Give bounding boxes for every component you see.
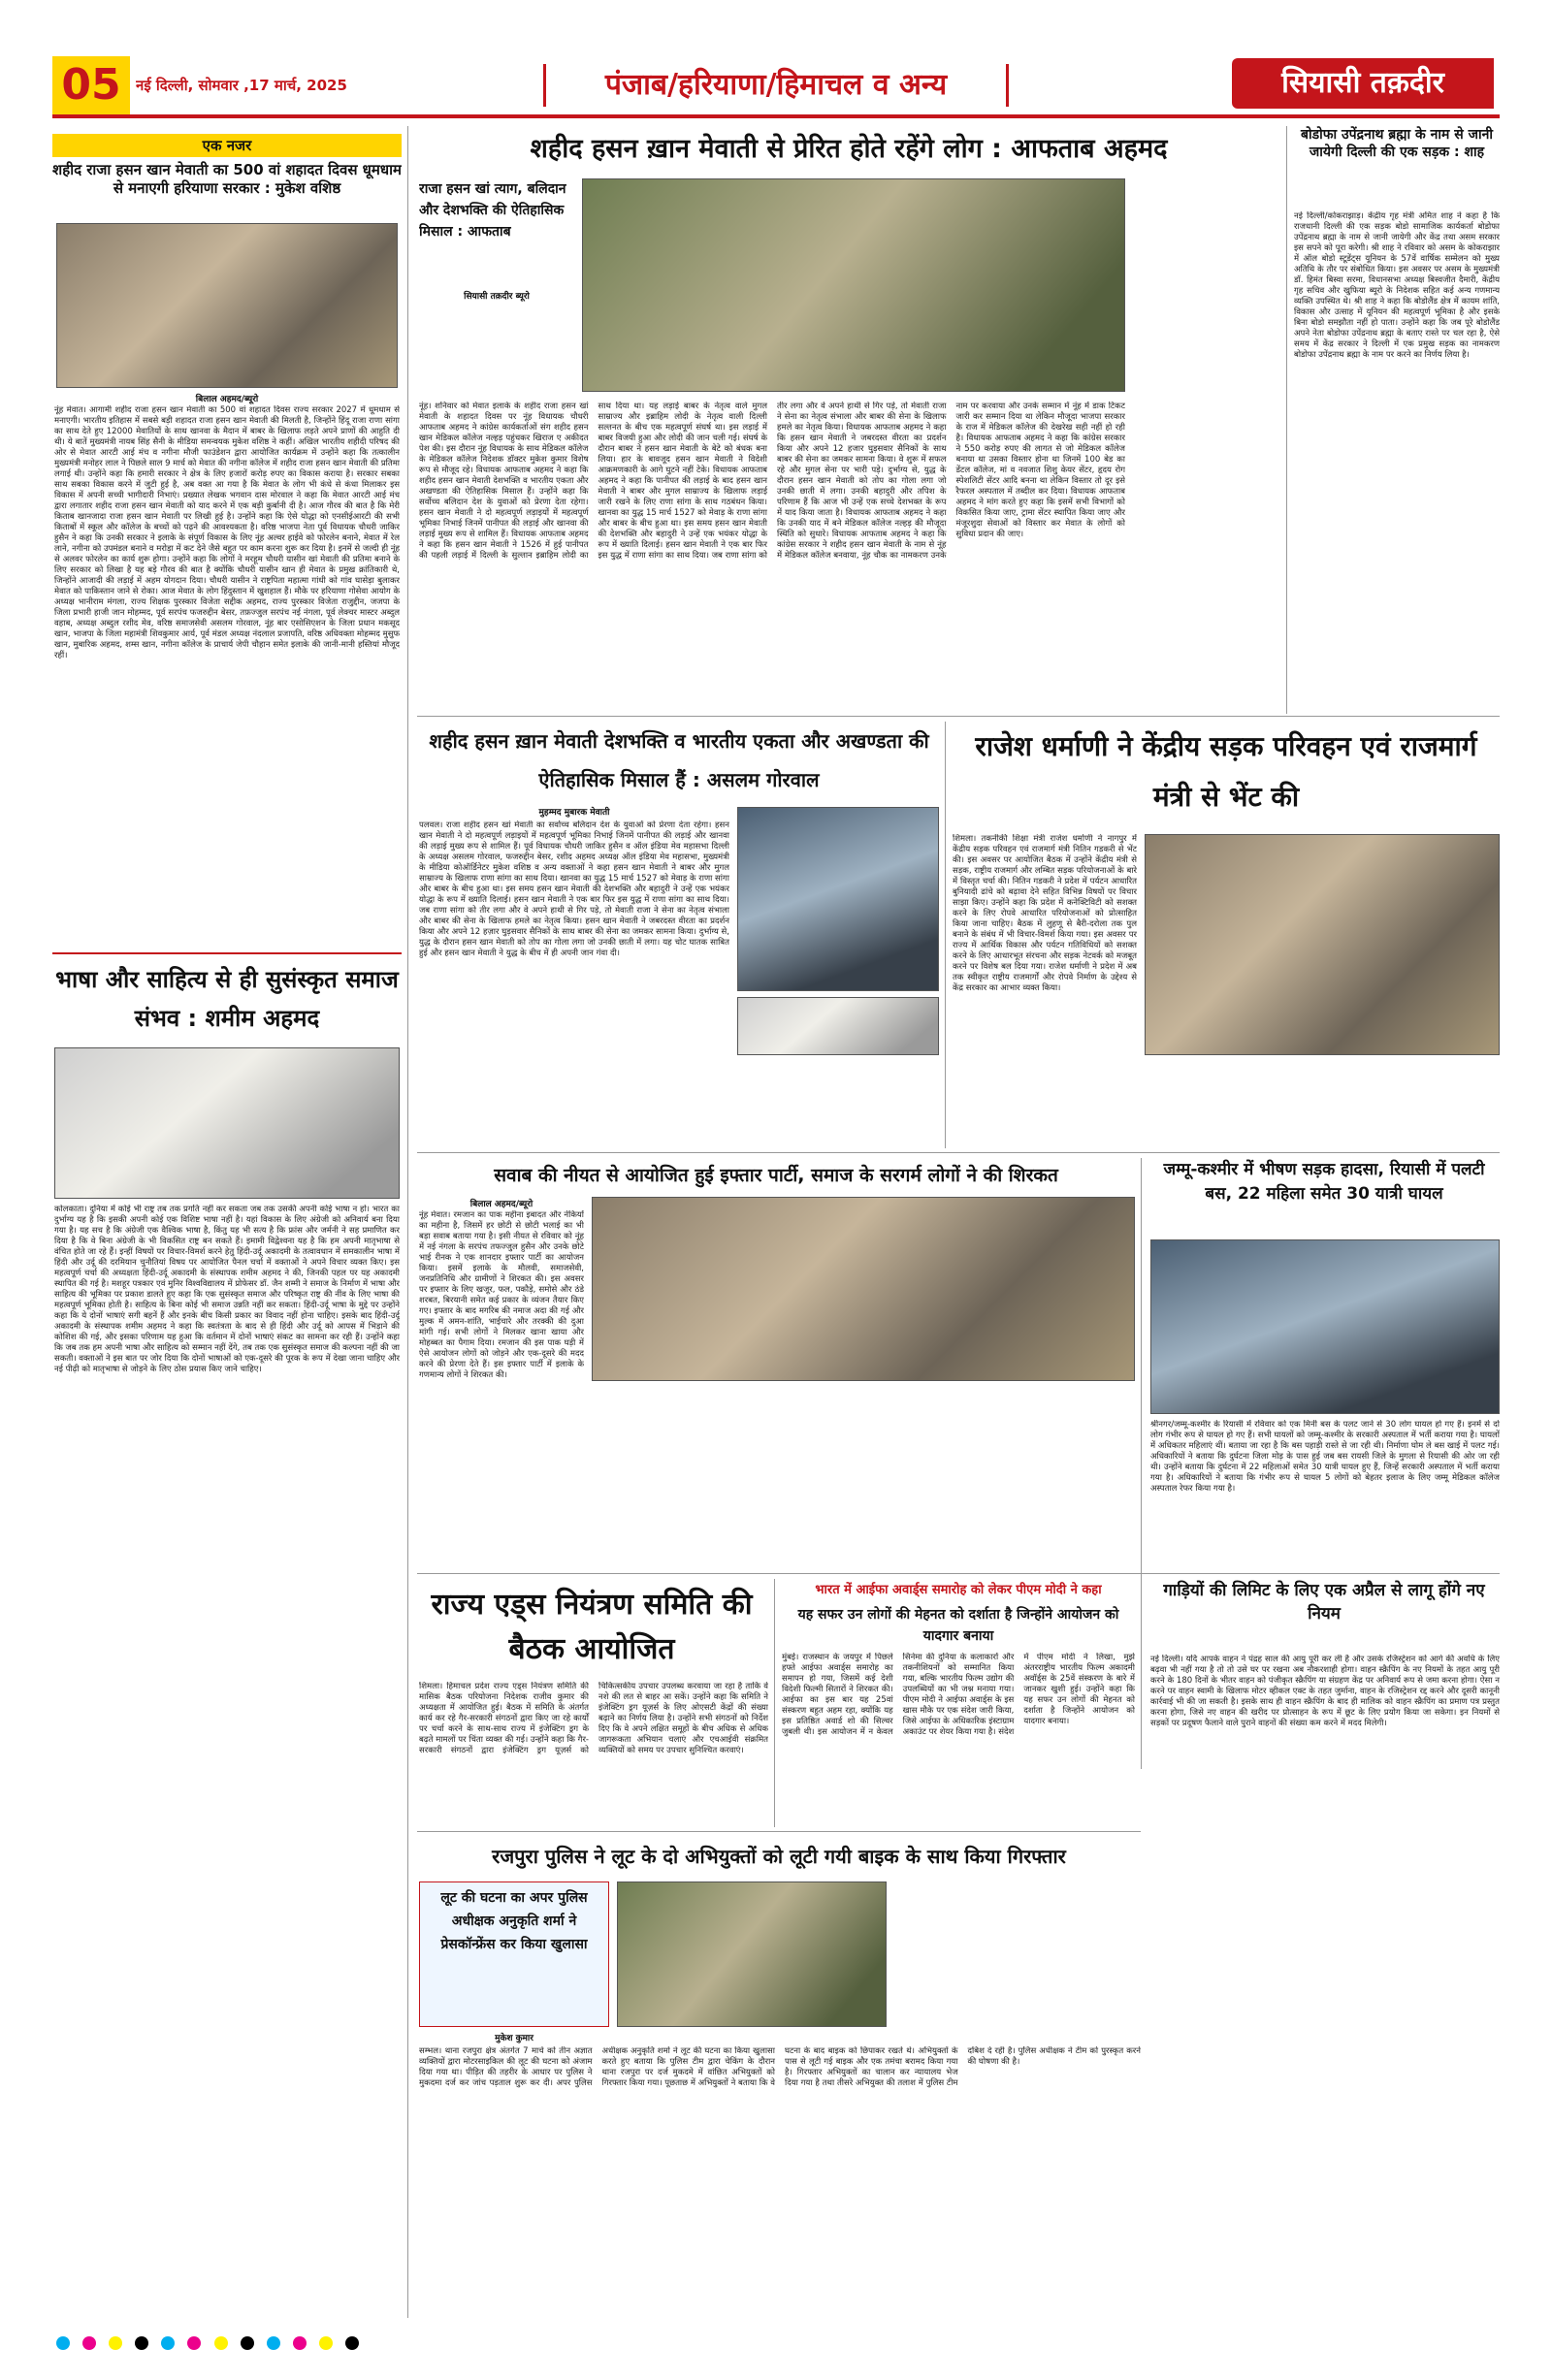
aslam-body-a: पलवल। राजा शहीद हसन खां मेवाती का सर्वोच्च बलिदान देश के युवाओं को प्रेरणा देता रहेगा। हसन खान मेवाती ने दो महत्वपूर्ण लड़ाइयों में महत्वपूर्ण भूमिका निभाई जिनमें पानीपत की लड़ाई और खानवा की लड़ाई मुख्य रूप से शामिल हैं। पूर्व विधायक चौधरी जाकिर हुसैन व ऑल इंडिया मेव महासभा दिल्ली के अध्यक्ष असलम गोरवाल, फजरुद्दीन बेसर, रशीद अहमद अध्यक्ष ऑल इंडिया मेव महासभा, मुख्यमंत्री के मीडिया कोऑर्डिनेटर मुकेश वशिष्ठ व अन्य वक्ताओं ने कहा हसन खान मेवाती ने बाबर और मुगल साम्राज्य के खिलाफ राणा सांगा का साथ दिया। खानवा का युद्ध 15 मार्च 1527 को मेवाड़ के राणा सांगा और बाबर के बीच हुआ था। इस समय हसन खान मेवाती की देशभक्ति और बहादुरी ने उन्हें एक भयंकर योद्धा के रूप में ख्याति दिलाई। हसन खान मेवाती ने एक बार फिर इस युद्ध में राणा सांगा का साथ दिया। जब राणा सांगा को तीर लगा और वे अपने हाथी से गिर पड़े, तो मेवाती राजा ने सेना का नेतृत्व संभाला और बाबर की सेना के खिलाफ हमले का नेतृत्व किया। हसन खान मेवाती ने जबरदस्त वीरता का प्रदर्शन किया और अपने 12 हज़ार घुड़सवार सैनिकों के साथ बाबर की सेना का जमकर सामना किया। दुर्भाग्य से, युद्ध के दौरान हसन खान मेवाती को तोप का गोला लगा जो उनकी छाती में लगा। यह चोट घातक साबित हुई और हसन खान मेवाती ने युद्ध के बीच में ही अपनी जान गंवा दी। [419, 820, 729, 958]
cyan-dot [56, 2336, 70, 2350]
dharmani-headline: राजेश धर्माणी ने केंद्रीय सड़क परिवहन एवं राजमार्ग मंत्री से भेंट की [975, 730, 1477, 813]
iftar-byline: बिलाल अहमद/ब्यूरो [469, 1200, 534, 1209]
accident-photo [1150, 1239, 1500, 1414]
iftar-body-a: नूंह मेवात। रमजान का पाक महीना इबादत और नेकियों का महीना है, जिसमें हर छोटी से छोटी भलाई का भी बड़ा सवाब बताया गया है। इसी नीयत से रविवार को नूंह में नई नंगला के सरपंच तफज्जुल हुसैन और उनके छोटे भाई रीनक ने एक शानदार इफ्तार पार्टी का आयोजन किया। इसमें इलाके के मौलवी, समाजसेवी, जनप्रतिनिधि और ग्रामीणों ने शिरकत की। इस अवसर पर इफ्तार के लिए खजूर, फल, पकौड़े, समोसे और ठंडे शरबत, बिरयानी समेत कई प्रकार के व्यंजन तैयार किए गए। इफ्तार के बाद मगरिब की नमाज अदा की गई और मुल्क में अमन-शांति, भाईचारे और तरक्की की दुआ मांगी गई। सभी लोगों ने मिलकर खाना खाया और मोहब्बत का पैगाम दिया। रमजान की इस पाक घड़ी में ऐसे आयोजन लोगों को जोड़ने और एक-दूसरे की मदद करने की प्रेरणा देते हैं। इस इफ्तार पार्टी में इलाके के गणमान्य लोगों ने शिरकत की। [419, 1210, 584, 1380]
print-registration-dots [52, 2324, 1500, 2363]
divider [52, 952, 402, 954]
rajpura-headline: रजपुरा पुलिस ने लूट के दो अभियुक्तों को लूटी गयी बाइक के साथ किया गिरफ्तार [492, 1845, 1066, 1868]
cyan-dot [161, 2336, 175, 2350]
magenta-dot [293, 2336, 307, 2350]
black-dot [135, 2336, 148, 2350]
lead-subhead: राजा हसन खां त्याग, बलिदान और देशभक्ति की ऐतिहासिक मिसाल : आफताब [419, 181, 566, 240]
cyan-dot [267, 2336, 280, 2350]
divider [417, 1573, 1500, 1574]
column-rule [407, 126, 408, 2318]
ek-nazar-byline: बिलाल अहमद/ब्यूरो [195, 395, 259, 404]
dharmani-body: शिमला। तकनीकी शिक्षा मंत्री राजेश धर्माणी ने नागपुर में केंद्रीय सड़क परिवहन एवं राजमार्ग मंत्री नितिन गडकरी से भेंट की। इस अवसर पर आयोजित बैठक में उन्होंने केंद्रीय मंत्री से सड़क, राष्ट्रीय राजमार्ग और लम्बित सड़क परियोजनाओं के बारे में विस्तृत चर्चा की। नितिन गडकरी ने प्रदेश में पर्यटन आधारित बुनियादी ढांचे को बढ़ावा देने सहित विभिन्न विषयों पर विचार साझा किए। उन्होंने कहा कि प्रदेश में कनेक्टिविटी को सशक्त करने के लिए रोपवे आधारित परियोजनाओं को प्रोत्साहित किया जाना चाहिए। बैठक में लुहणू से बैरी-दरोला तक पुल बनाने के संबंध में भी विचार-विमर्श किया गया। इस अवसर पर राज्य में आर्थिक विकास और पर्यटन गतिविधियों को सशक्त करने के लिए आधारभूत संरचना और सड़क नेटवर्क को मजबूत करने पर विशेष बल दिया गया। राजेश धर्माणी ने प्रदेश में अब तक स्वीकृत राष्ट्रीय राजमार्गों और रोपवे निर्माण के उद्देश्य से केंद्र सरकार का आभार व्यक्त किया। [953, 834, 1137, 993]
aids-headline: राज्य एड्स नियंत्रण समिति की बैठक आयोजित [431, 1588, 753, 1666]
bhasha-photo [54, 1047, 400, 1199]
column-rule [1286, 126, 1287, 714]
column-rule [1141, 1158, 1142, 1769]
aslam-headline: शहीद हसन ख़ान मेवाती देशभक्ति व भारतीय एकता और अखण्डता की ऐतिहासिक मिसाल हैं : असलम गोरवाल [429, 729, 929, 791]
ek-nazar-tag: एक नजर [52, 134, 402, 157]
accident-body: श्रीनगर/जम्मू-कश्मीर के रियासी में रविवार को एक मिनी बस के पलट जाने से 30 लोग घायल हो गए हैं। इनमें से दो लोग गंभीर रूप से घायल हो गए हैं। सभी घायलों को जम्मू-कश्मीर के सरकारी अस्पताल में भर्ती कराया गया है। घायलों में अधिकतर महिलाएं थीं। बताया जा रहा है कि बस पहाड़ी रास्ते से जा रही थी। निर्माणा घोम ले बस खाई में पलट गई। अधिकारियों ने बताया कि दुर्घटना जिला मोड़ के पास हुई जब बस रायसी जिले के मुगला से रियासी की ओर जा रही थी। उन्होंने बताया कि दुर्घटना में 22 महिलाओं समेत 30 यात्री घायल हुए हैं, जिन्हें सरकारी अस्पताल में भर्ती कराया गया है। अधिकारियों ने बताया कि गंभीर रूप से घायल 5 लोगों को बेहतर इलाज के लिए जम्मू मेडिकल कॉलेज अस्पताल रेफर किया गया है। [1150, 1420, 1500, 1494]
column-rule [774, 1579, 775, 1827]
bodo-headline: बोडोफा उपेंद्रनाथ ब्रह्मा के नाम से जानी जायेगी दिल्ली की एक सड़क : शाह [1300, 127, 1494, 160]
rajpura-byline: मुकेश कुमार [495, 2034, 534, 2043]
yellow-dot [214, 2336, 228, 2350]
page-number: 05 [52, 56, 130, 114]
aslam-body-b [737, 1061, 939, 1146]
aslam-photo [737, 807, 939, 991]
column-rule [945, 722, 946, 1148]
rajpura-subhead: लूट की घटना का अपर पुलिस अधीक्षक अनुकृति शर्मा ने प्रेसकॉन्फ्रेंस कर किया खुलासा [419, 1881, 609, 2027]
lead-body: नूंह। शनिवार को मेवात इलाके के शहीद राजा हसन खां मेवाती के शहादत दिवस पर नूंह विधायक चौधरी आफताब अहमद ने कांग्रेस कार्यकर्ताओं संग शहीद हसन खान मेडिकल कॉलेज नल्हड़ पहुंचकर खिराज ए अकीदत पेश की। इस दौरान नूंह विधायक के साथ मेडिकल कॉलेज के मेडिकल कॉलेज निदेशक डॉक्टर मुकेश कुमार विशेष रूप से मौजूद रहे। विधायक आफताब अहमद ने कहा कि शहीद हसन खान मेवाती देशभक्ति व भारतीय एकता और अखण्डता की ऐतिहासिक मिसाल हैं। उन्होंने कहा कि सर्वोच्च बलिदान देश के युवाओं को प्रेरणा देता रहेगा। हसन खान मेवाती ने दो महत्वपूर्ण लड़ाइयों में महत्वपूर्ण भूमिका निभाई जिनमें पानीपत की लड़ाई और खानवा की लड़ाई मुख्य रूप से शामिल हैं। विधायक आफताब अहमद ने कहा कि हसन खान मेवाती ने 1526 में हुई पानीपत की पहली लड़ाई में दिल्ली के सुल्तान इब्राहिम लोदी का साथ दिया था। यह लड़ाई बाबर के नेतृत्व वाले मुगल साम्राज्य और इब्राहिम लोदी के नेतृत्व वाली दिल्ली सल्तनत के बीच एक महत्वपूर्ण संघर्ष था। इस लड़ाई में बाबर विजयी हुआ और लोदी की जान चली गई। संघर्ष के दौरान बाबर ने हसन खान मेवाती के बेटे को बंधक बना लिया। हार के बावजूद हसन खान मेवाती ने विदेशी आक्रमणकारी के आगे घुटने नहीं टेके। विधायक आफताब अहमद ने कहा कि पानीपत की लड़ाई के बाद हसन खान मेवाती ने बाबर और मुगल साम्राज्य के खिलाफ लड़ाई जारी रखने के लिए राणा सांगा के साथ गठबंधन किया। खानवा का युद्ध 15 मार्च 1527 को मेवाड़ के राणा सांगा और बाबर के बीच हुआ था। इस समय हसन खान मेवाती की देशभक्ति और बहादुरी ने उन्हें एक भयंकर योद्धा के रूप में ख्याति दिलाई। हसन खान मेवाती ने एक बार फिर इस युद्ध में राणा सांगा का साथ दिया। जब राणा सांगा को तीर लगा और वे अपने हाथी से गिर पड़े, तो मेवाती राजा ने सेना का नेतृत्व संभाला और बाबर की सेना के खिलाफ हमले का नेतृत्व किया। विधायक आफताब अहमद ने कहा कि हसन खान मेवाती ने जबरदस्त वीरता का प्रदर्शन किया और अपने 12 हजार घुड़सवार सैनिकों के साथ बाबर की सेना का जमकर सामना किया। वे शुरू में सफल रहे और मुगल सेना पर भारी पड़े। दुर्भाग्य से, युद्ध के दौरान हसन खान मेवाती को तोप का गोला लगा जो उनकी छाती में लगा। उनकी बहादुरी और तपिश के परिणाम हैं कि आज भी उन्हें एक सच्चे देशभक्त के रूप में याद किया जाता है। विधायक आफताब अहमद ने कहा कि उनकी याद में बने मेडिकल कॉलेज नल्हड़ की मौजूदा स्थिति को सुधारे। विधायक आफताब अहमद ने कहा कि कांग्रेस सरकार ने शहीद हसन खान मेवाती के नाम से नूंह में मेडिकल कॉलेज बनवाया, नूंह चौक का नामकरण उनके नाम पर करवाया और उनके सम्मान में नूंह में डाक टिकट जारी कर सम्मान दिया था लेकिन मौजूदा भाजपा सरकार के राज में मेडिकल कॉलेज की देखरेख सही नहीं हो रही है। विधायक आफताब अहमद ने कहा कि कांग्रेस सरकार ने 550 करोड़ रुपए की लागत से जो मेडिकल कॉलेज बनाया था उसका विस्तार होना था जिनमें 100 बेड का डेंटल कॉलेज, मां व नवजात शिशु केयर सेंटर, हृदय रोग स्पेशलिटी सेंटर आदि बनना था लेकिन विस्तार तो दूर इसे रैफरल अस्पताल में तब्दील कर दिया। विधायक आफताब अहमद ने मांग करते हुए कहा कि इसमें सभी विभागों को विकसित किया जाए, ट्रामा सेंटर स्थापित किया जाए और मंजूरशुदा सेवाओं को विस्तार कर मेवात के लोगों को सुविधा प्रदान की जाए। [419, 402, 1125, 561]
iftar-photo [592, 1197, 1135, 1381]
dharmani-photo [1145, 834, 1500, 1055]
black-dot [345, 2336, 359, 2350]
rajpura-body: सम्भल। थाना रजपुरा क्षेत्र अंतर्गत 7 मार्च को तीन अज्ञात व्यक्तियों द्वारा मोटरसाइकिल की लूट की घटना को अंजाम दिया गया था। पीड़ित की तहरीर के आधार पर पुलिस ने मुकदमा दर्ज कर जांच पड़ताल शुरू कर दी। अपर पुलिस अधीक्षक अनुकृति शर्मा ने लूट की घटना का किया खुलासा करते हुए बताया कि पुलिस टीम द्वारा चेकिंग के दौरान थाना रजपुरा पर दर्ज मुकदमे में वांछित अभियुक्तों को गिरफ्तार किया गया। पूछताछ में अभियुक्तों ने बताया कि वे घटना के बाद बाइक को छिपाकर रखते थे। अभियुक्तों के पास से लूटी गई बाइक और एक तमंचा बरामद किया गया है। गिरफ्तार अभियुक्तों का चालान कर न्यायालय भेज दिया गया है तथा तीसरे अभियुक्त की तलाश में पुलिस टीम दबिश दे रही है। पुलिस अधीक्षक ने टीम को पुरस्कृत करने की घोषणा की है। [419, 2046, 1141, 2088]
ek-nazar-photo [56, 223, 398, 388]
magenta-dot [82, 2336, 96, 2350]
limit-headline: गाड़ियों की लिमिट के लिए एक अप्रैल से लागू होंगे नए नियम [1163, 1581, 1485, 1624]
aslam-byline: मुहम्मद मुबारक मेवाती [538, 808, 610, 818]
aslam-photo-crowd [737, 997, 939, 1055]
iifa-banner: भारत में आईफा अवार्ड्स समारोह को लेकर पीएम मोदी ने कहा [815, 1583, 1102, 1597]
aids-body: शिमला। हिमाचल प्रदेश राज्य एड्स नियंत्रण समिति की मासिक बैठक परियोजना निदेशक राजीव कुमार की अध्यक्षता में आयोजित हुई। बैठक में समिति के अंतर्गत कार्य कर रहे गैर-सरकारी संगठनों द्वारा किए जा रहे कार्यों पर चर्चा करने के साथ-साथ राज्य में इंजेक्टिंग ड्रग के बढ़ते मामलों पर चिंता व्यक्त की गई। उन्होंने कहा कि गैर-सरकारी संगठनों द्वारा इंजेक्टिंग ड्रग यूज़र्स को चिकित्सकीय उपचार उपलब्ध करवाया जा रहा है ताकि वे नशे की लत से बाहर आ सकें। उन्होंने कहा कि समिति ने इंजेक्टिंग ड्रग यूज़र्स के लिए ओएसटी केंद्रों की संख्या बढ़ाने का निर्णय लिया है। उन्होंने सभी संगठनों को निर्देश दिए कि वे अपने लक्षित समूहों के बीच अधिक से अधिक जागरूकता अभियान चलाएं और एचआईवी संक्रमित व्यक्तियों को समय पर उपचार सुनिश्चित करवाएं। [419, 1682, 768, 1755]
iifa-headline: यह सफर उन लोगों की मेहनत को दर्शाता है जिन्होंने आयोजन को यादगार बनाया [797, 1607, 1119, 1644]
yellow-dot [109, 2336, 122, 2350]
section-title: पंजाब/हरियाणा/हिमाचल व अन्य [543, 64, 1009, 107]
ek-nazar-headline: शहीद राजा हसन खान मेवाती का 500 वां शहादत दिवस धूमधाम से मनाएगी हरियाणा सरकार : मुकेश वशिष्ठ [52, 161, 402, 197]
lead-headline: शहीद हसन ख़ान मेवाती से प्रेरित होते रहेंगे लोग : आफताब अहमद [530, 134, 1168, 164]
iftar-body-b [592, 1387, 1135, 1567]
date-line: नई दिल्ली, सोमवार ,17 मार्च, 2025 [136, 77, 347, 94]
brand-title: सियासी तक़दीर [1232, 58, 1494, 109]
rajpura-photo [617, 1881, 887, 2027]
divider [417, 1152, 1500, 1153]
header-rule [52, 114, 1500, 118]
accident-headline: जम्मू-कश्मीर में भीषण सड़क हादसा, रियासी में पलटी बस, 22 महिला समेत 30 यात्री घायल [1163, 1160, 1485, 1204]
bodo-body: नई दिल्ली/कोकराझाड़। केंद्रीय गृह मंत्री अमित शाह ने कहा है कि राजधानी दिल्ली की एक सड़क बोडो सामाजिक कार्यकर्ता बोडोफा उपेंद्रनाथ ब्रह्मा के नाम से जानी जायेगी और केंद्र तथा असम सरकार इस सपने को पूरा करेगी। श्री शाह ने रविवार को असम के कोकराझार में ऑल बोडो स्टूडेंट्स यूनियन के 57वें वार्षिक सम्मेलन को मुख्य अतिथि के तौर पर संबोधित किया। इस अवसर पर असम के मुख्यमंत्री डॉ. हिमंत बिस्वा सरमा, विधानसभा अध्यक्ष बिस्वजीत दैमारी, केंद्रीय गृह सचिव और खुफिया ब्यूरो के निदेशक सहित कई अन्य गणमान्य व्यक्ति उपस्थित थे। श्री शाह ने कहा कि बोडोलैंड क्षेत्र में कायम शांति, विकास और उत्साह में यूनियन की महत्वपूर्ण भूमिका है और इसके बिना बोडो समझौता नहीं हो पाता। उन्होंने कहा कि जब पूरे बोडोलैंड अपने नेता बोडोफा उपेंद्रनाथ ब्रह्मा के बताए रास्ते पर चल रहा है, ऐसे समय में केंद्र सरकार ने दिल्ली में एक प्रमुख सड़क का नामकरण बोडोफा उपेंद्रनाथ ब्रह्मा के नाम पर करने का निर्णय लिया है। [1294, 211, 1500, 360]
magenta-dot [187, 2336, 201, 2350]
rajpura-body-b [894, 1881, 1141, 2041]
divider [417, 1831, 1141, 1832]
lead-byline: सियासी तक़दीर ब्यूरो [464, 292, 530, 302]
bhasha-body: कोलकाता। दुनिया में कोई भी राष्ट्र तब तक प्रगति नहीं कर सकता जब तक उसकी अपनी कोई भाषा न हो। भारत का दुर्भाग्य यह है कि इसकी अपनी कोई एक विशिष्ट भाषा नहीं है। यहां विकास के लिए अंग्रेजी को अनिवार्य बना दिया गया है। यह सच है कि अंग्रेजी एक वैश्विक भाषा है, किंतु यह भी सत्य है कि फ्रांस और जर्मनी ने सह प्रमाणित कर दिया है कि वे बिना अंग्रेजी के भी विकसित राष्ट्र बन सकते हैं। इमामी विद्वेश्वना यह है कि हम अपनी मातृभाषा से वंचित होते जा रहे हैं। इन्हीं विषयों पर विचार-विमर्श करने हेतु हिंदी-उर्दू अकादमी के तत्वावधान में समकालीन भाषा में हिंदी और उर्दू की दरमियान चुनौतियां विषय पर आयोजित पैनल चर्चा में वक्ताओं ने अपने विचार व्यक्त किए। इस महत्वपूर्ण चर्चा की अध्यक्षता हिंदी-उर्दू अकादमी के संस्थापक शमीम अहमद ने की, जिनकी पहल पर यह अकादमी स्थापित की गई है। मशहूर पत्रकार एवं मुनिर विश्वविद्यालय में प्रोफेसर डॉ. जैन शम्मी ने समाज के निर्माण में भाषा और साहित्य की भूमिका पर प्रकाश डालते हुए कहा कि एक सुसंस्कृत समाज और परिष्कृत राष्ट्र की नींव के लिए भाषा की महत्वपूर्ण भूमिका होती है। साहित्य के बिना कोई भी समाज उन्नति नहीं कर सकता। हिंदी-उर्दू भाषा के मुद्दे पर उन्होंने कहा कि ये दोनों भाषाएं सगी बहनें हैं और इनके बीच किसी प्रकार का विवाद नहीं होना चाहिए। इसके बाद हिंदी-उर्दू अकादमी के संस्थापक शमीम अहमद ने कहा कि स्वतंत्रता के बाद से ही हिंदी और उर्दू को आपस में भिड़ाने की कोशिश की गई, और इसका परिणाम यह हुआ कि वर्तमान में दोनों भाषाएं संकट का सामना कर रही हैं। उन्होंने कहा कि जब तक हम अपनी भाषा और साहित्य को सम्मान नहीं देंगे, तब तक एक सुसंस्कृत समाज की कल्पना नहीं की जा सकती। वक्ताओं ने इस बात पर जोर दिया कि दोनों भाषाओं को एक-दूसरे की पूरक के रूप में देखा जाना चाहिए और नई पीढ़ी को मातृभाषा से जोड़ने के लिए ठोस प्रयास किए जाने चाहिए। [54, 1205, 400, 1374]
divider [417, 716, 1500, 717]
bhasha-headline: भाषा और साहित्य से ही सुसंस्कृत समाज संभव : शमीम अहमद [55, 966, 399, 1032]
yellow-dot [319, 2336, 333, 2350]
color-calibration-strip [0, 0, 1552, 58]
ek-nazar-body: नूंह मेवात। आगामी शहीद राजा हसन खान मेवाती का 500 वां शहादत दिवस राज्य सरकार 2027 में धूमधाम से मनाएगी। भारतीय इतिहास में सबसे बड़ी शहादत राजा हसन खान मेवाती की मिलती है, जिन्होंने हिंदू राजा राणा सांगा का साथ देते हुए 12000 मेवातियों के साथ खानवा के मैदान में बाबर के खिलाफ लड़ते अपने प्राणों की आहुति दी थी। ये बातें मुख्यमंत्री नायब सिंह सैनी के मीडिया समन्वयक मुकेश वशिष्ठ ने कहीं। अखिल भारतीय शहीदी परिषद की ओर से मेवात आरटी आई मंच व नगीना मौजी फाउंडेशन द्वारा आयोजित कार्यक्रम में उन्होंने कहा कि तत्कालीन मुख्यमंत्री मनोहर लाल ने पिछले साल 9 मार्च को मेवात की नगीना कॉलेज में शहीद राजा हसन खान मेवाती की प्रतिमा लगाई थी। उन्होंने कहा कि हमारी सरकार ने क्षेत्र के लिए हजारों करोड़ रुपए का विकास कराया है। सरकार सबका साथ सबका विकास करने में जुटी हुई है, अब वक्त आ गया है कि मेवात के लोग भी कंधे से कंधा मिलाकर इस विकास में अपनी सच्ची भागीदारी निभाएं। प्रख्यात लेखक भगवान दास मोरवाल ने कहा कि मेवात आरटी आई मंच द्वारा लगातार शहीद राजा हसन खान मेवाती को याद करने में एक बड़ी कुर्बानी दी है। आज गौरव की बात है कि मेरी किताब खानजादा राजा हसन खान मेवाती पर लिखी हुई है। उन्होंने कहा कि ऐसे योद्धा को एनसीईआरटी की सभी किताबों में स्कूल और कॉलेज के बच्चों को पढ़ने की आवश्यकता है। वरिष्ठ भाजपा नेता पूर्व विधायक चौधरी जाकिर हुसैन ने कहा कि उनकी सरकार ने इलाके के संपूर्ण विकास के लिए नूंह अल्वर हाईवे को फोरलेन बनाने, मेवात में रेल लाने, नगीना को उपमंडल बनाने व मरोड़ा में कट देने जैसे बहुत पर काम करना शुरू कर दिया है। इनमें से जल्दी ही नूंह से अलवर फोरलेन का कार्य शुरू होगा। उन्होंने कहा कि लोगों ने मरहूम चौधरी यासीन खां मेवाती की प्रतिमा बनाने के लिए सरकार को लिखा है यह बड़े गौरव की बात है क्योंकि चौधरी यासीन खान ही मेवात के प्रमुख क्रांतिकारी थे, जिन्होंने आजादी की लड़ाई में अहम योगदान दिया। चौधरी यासीन ने राष्ट्रपिता महात्मा गांधी को गांव घासेड़ा बुलाकर मेवात को पाकिस्तान जाने से रोका। आज मेवात के लोग हिंदुस्तान में खुशहाल हैं। मौके पर हरियाणा गोसेवा आयोग के अध्यक्ष भानीराम मंगला, राज्य शिक्षक पुरस्कार विजेता सद्दीक अहमद, राज्य पुरस्कार विजेता राजुद्दीन, जजपा के जिला प्रभारी हाजी जान मोहम्मद, पूर्व सरपंच फजरुद्दीन बेसर, तफ़ज्जुल सरपंच नई नंगला, पूर्व लेक्चर मास्टर अब्दुल वहाब, अध्यक्ष अब्दुल रशीद मेव, वरिष्ठ समाजसेवी असलम गोरवाल, नूंह बार एसोसिएशन के जिला प्रधान मकसूद खान, भाजपा के जिला महामंत्री शिवकुमार आर्य, पूर्व मंडल अध्यक्ष नंदलाल प्रजापति, वरिष्ठ अधिवक्ता मोहम्मद मुसुफ खान, मुबारिक अहमद, शम्स खान, नगीना कॉलेज के प्राचार्य जेपी चौहान समेत इलाके की जानी-मानी हस्तियां मौजूद रहीं। [54, 405, 400, 660]
lead-photo [582, 178, 1125, 392]
iftar-headline: सवाब की नीयत से आयोजित हुई इफ्तार पार्टी, समाज के सरगर्म लोगों ने की शिरकत [494, 1165, 1058, 1186]
limit-body: नई दिल्ली। यदि आपके वाहन ने पंद्रह साल की आयु पूरी कर ली है और उसके रजिस्ट्रेशन को आगे की अवधि के लिए बढ़वा भी नहीं गया है तो तो उसे घर पर रखना अब नौकरशाही होगा। वाहन स्क्रैपिंग के नए नियमों के तहत आयु पूरी करने के 180 दिनों के भीतर वाहन को पंजीकृत स्क्रैपिंग या संग्रहण केंद्र पर अनिवार्य रूप से जमा करना होगा। ऐसा न करने पर वाहन स्वामी के खिलाफ मोटर व्हीकल एक्ट के तहत जुर्माना, वाहन के रजिस्ट्रेशन रद्द करने और दूसरी कानूनी कार्रवाई भी की जा सकती है। इसके साथ ही वाहन स्क्रैपिंग के बाद ही मालिक को वाहन स्क्रैपिंग का प्रमाण पत्र प्रस्तुत करना होगा, जिसे नए वाहन की खरीद पर प्रोत्साहन के रूप में छूट के लिए प्रयोग किया जा सकेगा। इन नियमों से सड़कों पर प्रदूषण फैलाने वाले पुराने वाहनों की संख्या कम करने में मदद मिलेगी। [1150, 1655, 1500, 1728]
iifa-body: मुंबई। राजस्थान के जयपुर में पिछले हफ्ते आईफा अवार्ड्स समारोह का समापन हो गया, जिसमें कई देशी विदेशी फिल्मी सितारों ने शिरकत की। आईफा का इस बार यह 25वां संस्करण बहुत अहम रहा, क्योंकि यह इस प्रतिष्ठित अवार्ड शो की सिल्वर जुबली थी। इस आयोजन में न केवल सिनेमा की दुनिया के कलाकारों और तकनीशियनों को सम्मानित किया गया, बल्कि भारतीय फिल्म उद्योग की उपलब्धियों का भी जश्न मनाया गया। पीएम मोदी ने आईफा अवार्ड्स के इस खास मौके पर एक संदेश जारी किया, जिसे आईफा के अधिकारिक इंस्टाग्राम अकाउंट पर शेयर किया गया है। संदेश में पीएम मोदी ने लिखा, मुझे अंतरराष्ट्रीय भारतीय फिल्म अकादमी अवॉर्ड्स के 25वें संस्करण के बारे में जानकर खुशी हुई। उन्होंने कहा कि यह सफर उन लोगों की मेहनत को दर्शाता है जिन्होंने आयोजन को यादगार बनाया। [782, 1653, 1135, 1737]
black-dot [241, 2336, 254, 2350]
